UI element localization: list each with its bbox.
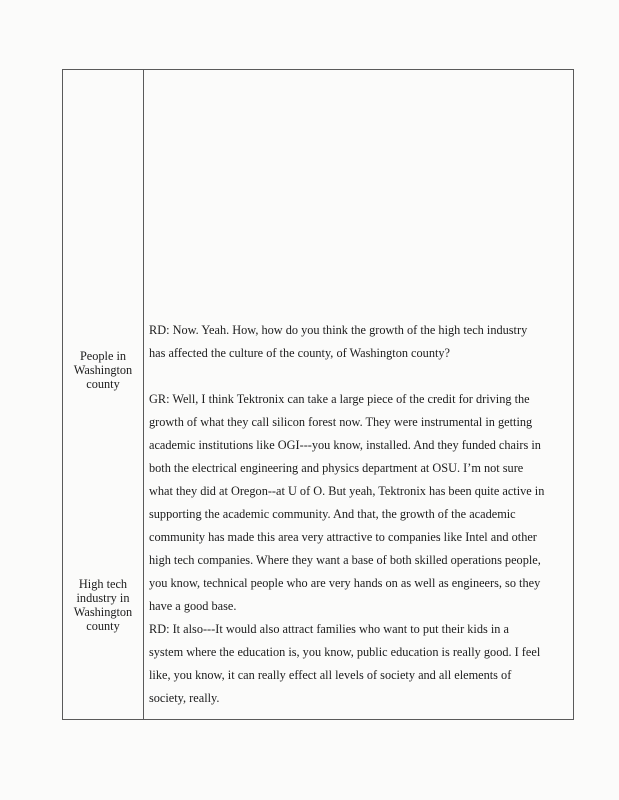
margin-note-line: industry in: [76, 591, 130, 605]
transcript-paragraph-rd-question: [149, 319, 569, 365]
margin-column-divider: [143, 69, 144, 720]
transcript-line: what they did at Oregon--at U of O. But yeah, Tektronix has been quite active in: [149, 484, 545, 498]
transcript-line: supporting the academic community. And that, the growth of the academic: [149, 507, 516, 521]
transcript-line: academic institutions like OGI---you know, installed. And they funded chairs in: [149, 438, 541, 452]
transcript-line: you know, technical people who are very hands on as well as engineers, so they: [149, 576, 541, 590]
transcript-line: has affected the culture of the county, of Washington county?: [149, 346, 450, 360]
margin-note-line: Washington: [73, 363, 133, 377]
margin-note-line: Washington: [73, 605, 133, 619]
margin-note-high-tech: [63, 577, 143, 633]
transcript-line: high tech companies. Where they want a base of both skilled operations people,: [149, 553, 541, 567]
transcript-line: growth of what they call silicon forest now. They were instrumental in getting: [149, 415, 533, 429]
transcript-line: system where the education is, you know, public education is really good. I feel: [149, 645, 541, 659]
margin-note-people: [63, 349, 143, 391]
margin-note-line: county: [86, 377, 120, 391]
transcript-line: GR: Well, I think Tektronix can take a large piece of the credit for driving the: [149, 392, 530, 406]
transcript-line: like, you know, it can really effect all levels of society and all elements of: [149, 668, 512, 682]
transcript-line: RD: It also---It would also attract families who want to put their kids in a: [149, 622, 509, 636]
margin-note-line: People in: [79, 349, 127, 363]
transcript-line: both the electrical engineering and physics department at OSU. I’m not sure: [149, 461, 524, 475]
transcript-line: community has made this area very attractive to companies like Intel and other: [149, 530, 537, 544]
margin-note-line: county: [86, 619, 120, 633]
transcript-line: society, really.: [149, 691, 220, 705]
transcript-line: RD: Now. Yeah. How, how do you think the growth of the high tech industry: [149, 323, 528, 337]
transcript-paragraph-gr-answer: [149, 388, 569, 618]
transcript-paragraph-rd-comment: [149, 618, 569, 710]
margin-note-line: High tech: [78, 577, 128, 591]
transcript-line: have a good base.: [149, 599, 237, 613]
